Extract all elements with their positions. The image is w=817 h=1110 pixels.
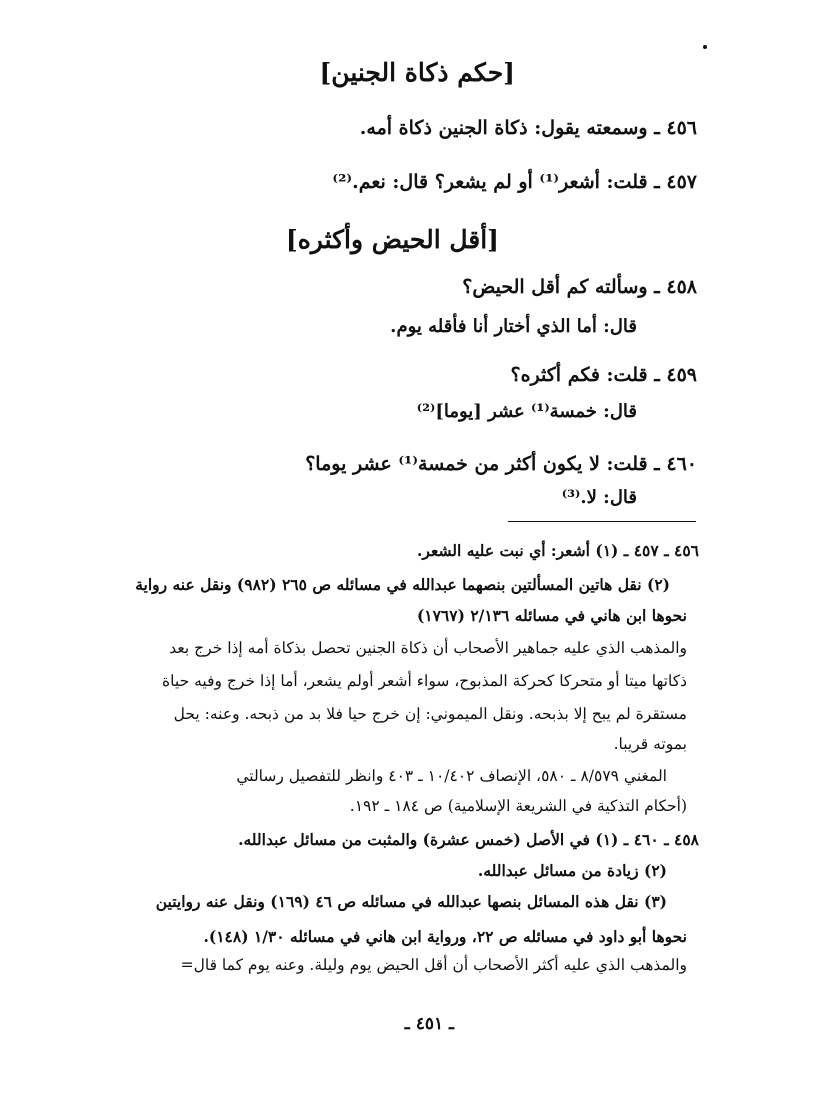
footnote-3-cont: نحوها أبو داود في مسائله ص ٢٢، ورواية ابن هاني في مسائله ١/٣٠ (١٤٨). [203, 927, 687, 946]
entry-459-answer: قال: خمسة⁽¹⁾ عشر [يوما]⁽²⁾ [416, 401, 637, 422]
entry-460-question: ٤٦٠ ـ قلت: لا يكون أكثر من خمسة⁽¹⁾ عشر يوما؟ [305, 453, 697, 475]
page-number: ـ ٤٥١ ـ [404, 1014, 454, 1034]
entry-458-question: ٤٥٨ ـ وسألته كم أقل الحيض؟ [462, 276, 697, 298]
footnote-text-line: والمذهب الذي عليه جماهير الأصحاب أن ذكاة الجنين تحصل بذكاة أمه إذا خرج بعد [169, 639, 687, 657]
footnote-2-cont: نحوها ابن هاني في مسائله ٢/١٣٦ (١٧٦٧) [416, 606, 687, 625]
footnote-458-460-1: ٤٥٨ ـ ٤٦٠ ـ (١) في الأصل (خمس عشرة) والمثبت من مسائل عبدالله. [238, 830, 699, 849]
footnote-456-457-1: ٤٥٦ ـ ٤٥٧ ـ (١) أشعر: أي نبت عليه الشعر. [417, 541, 699, 560]
section-heading-menstruation: [أقل الحيض وأكثره] [285, 225, 499, 254]
section-heading-fetus-slaughter: [حكم ذكاة الجنين] [319, 58, 515, 87]
footnote-text-line: والمذهب الذي عليه أكثر الأصحاب أن أقل الحيض يوم وليلة. وعنه يوم كما قال= [180, 956, 687, 974]
footnote-2: (٢) نقل هاتين المسألتين بنصهما عبدالله في مسائله ص ٢٦٥ (٩٨٢) ونقل عنه رواية [135, 575, 670, 594]
entry-460-answer: قال: لا.⁽³⁾ [561, 487, 637, 508]
entry-459-question: ٤٥٩ ـ قلت: فكم أكثره؟ [510, 364, 697, 386]
footnote-3: (٣) نقل هذه المسائل بنصها عبدالله في مسائله ص ٤٦ (١٦٩) ونقل عنه روايتين [155, 892, 667, 911]
entry-457: ٤٥٧ ـ قلت: أشعر⁽¹⁾ أو لم يشعر؟ قال: نعم.⁽²⁾ [332, 171, 697, 193]
entry-456: ٤٥٦ ـ وسمعته يقول: ذكاة الجنين ذكاة أمه. [359, 117, 697, 139]
footnote-2b: (٢) زيادة من مسائل عبدالله. [477, 861, 667, 880]
entry-458-answer: قال: أما الذي أختار أنا فأقله يوم. [390, 316, 637, 337]
footnote-separator [508, 521, 696, 522]
footnote-text-line: بموته قريبا. [613, 735, 687, 753]
footnote-text-line: مستقرة لم يبح إلا بذبحه. ونقل الميموني: إن خرج حيا فلا بد من ذبحه. وعنه: يحل [173, 705, 687, 723]
footnote-references-cont: (أحكام التذكية في الشريعة الإسلامية) ص ١٨٤ ـ ١٩٢. [349, 797, 687, 815]
footnote-text-line: ذكاتها ميتا أو متحركا كحركة المذبوح، سواء أشعر أولم يشعر، أما إذا خرج وفيه حياة [162, 672, 687, 690]
footnote-references: المغني ٨/٥٧٩ ـ ٥٨٠، الإنصاف ١٠/٤٠٢ ـ ٤٠٣ وانظر للتفصيل رسالتي [236, 767, 667, 785]
scan-speck [703, 45, 707, 49]
